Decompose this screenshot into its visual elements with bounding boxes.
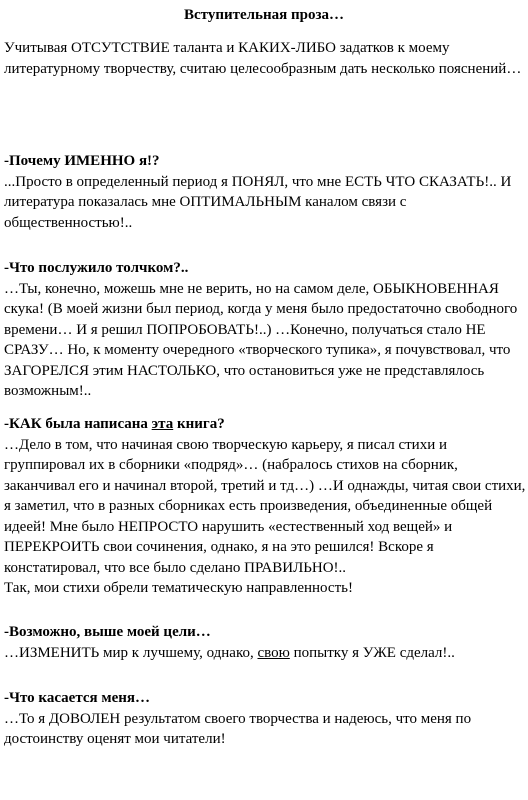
answer-underlined-word: свою (257, 644, 290, 661)
intro-paragraph (4, 38, 526, 79)
section-about-me (4, 688, 526, 750)
question-text-end: книга? (173, 416, 225, 432)
answer-text (4, 643, 526, 664)
answer-text: …Ты, конечно, можешь мне не верить, но на самом деле, ОБЫКНОВЕННАЯ скука! (В моей жизни был период, когда у меня было предостаточно свободного времени… И я решил ПОПРОБОВАТЬ!..) …Конечно, получаться стало НЕ СРАЗУ… Но, к моменту очередного «творческого тупика», я почувствовал, что ЗАГОРЕЛСЯ этим НАСТОЛЬКО, что остановиться уже не представлялось возможным!.. (4, 280, 518, 399)
section-why-me (4, 151, 526, 233)
page-title: Вступительная проза… (183, 7, 344, 23)
answer-text: …Дело в том, что начиная свою творческую карьеру, я писал стихи и группировал их в сборники «подряд»… (набралось стихов на сборник, заканчивал его и начинал второй, третий и тд…) …И однажды, читая свои стихи, я заметил, что в разных сборниках есть произведения, объединенные общей идеей! Мне было НЕПРОСТО нарушить «естественный ход вещей» и ПЕРЕКРОИТЬ свои сочинения, однако, я на это решился! Вскоре я констатировал, что все было сделано ПРАВИЛЬНО!.. (4, 436, 526, 576)
section-impulse (4, 258, 526, 402)
question-heading: -Что касается меня… (4, 690, 151, 706)
answer-text-start: …ИЗМЕНИТЬ мир к лучшему, однако, (4, 644, 258, 661)
question-heading: -Почему ИМЕННО я!? (4, 153, 160, 169)
section-how-written (4, 414, 526, 599)
question-heading: -Возможно, выше моей цели… (4, 624, 211, 640)
intro-text: Учитывая ОТСУТСТВИЕ таланта и КАКИХ-ЛИБО задатков к моему литературному творчеству, считаю целесообразным дать несколько пояснений… (4, 40, 522, 77)
question-text-start: -КАК была написана (4, 416, 152, 432)
section-goal (4, 622, 526, 663)
question-heading (4, 414, 526, 435)
question-underlined-word: эта (151, 416, 174, 432)
answer-text: ...Просто в определенный период я ПОНЯЛ, что мне ЕСТЬ ЧТО СКАЗАТЬ!.. И литература показалась мне ОПТИМАЛЬНЫМ каналом связи с общественностью!.. (4, 173, 512, 231)
answer-text: …То я ДОВОЛЕН результатом своего творчества и надеюсь, что меня по достоинству оценят мои читатели! (4, 710, 472, 747)
question-heading: -Что послужило толчком?.. (4, 260, 189, 276)
answer-conclusion: Так, мои стихи обрели тематическую направленность! (4, 580, 353, 596)
answer-text-end: попытку я УЖЕ сделал!.. (289, 644, 455, 661)
